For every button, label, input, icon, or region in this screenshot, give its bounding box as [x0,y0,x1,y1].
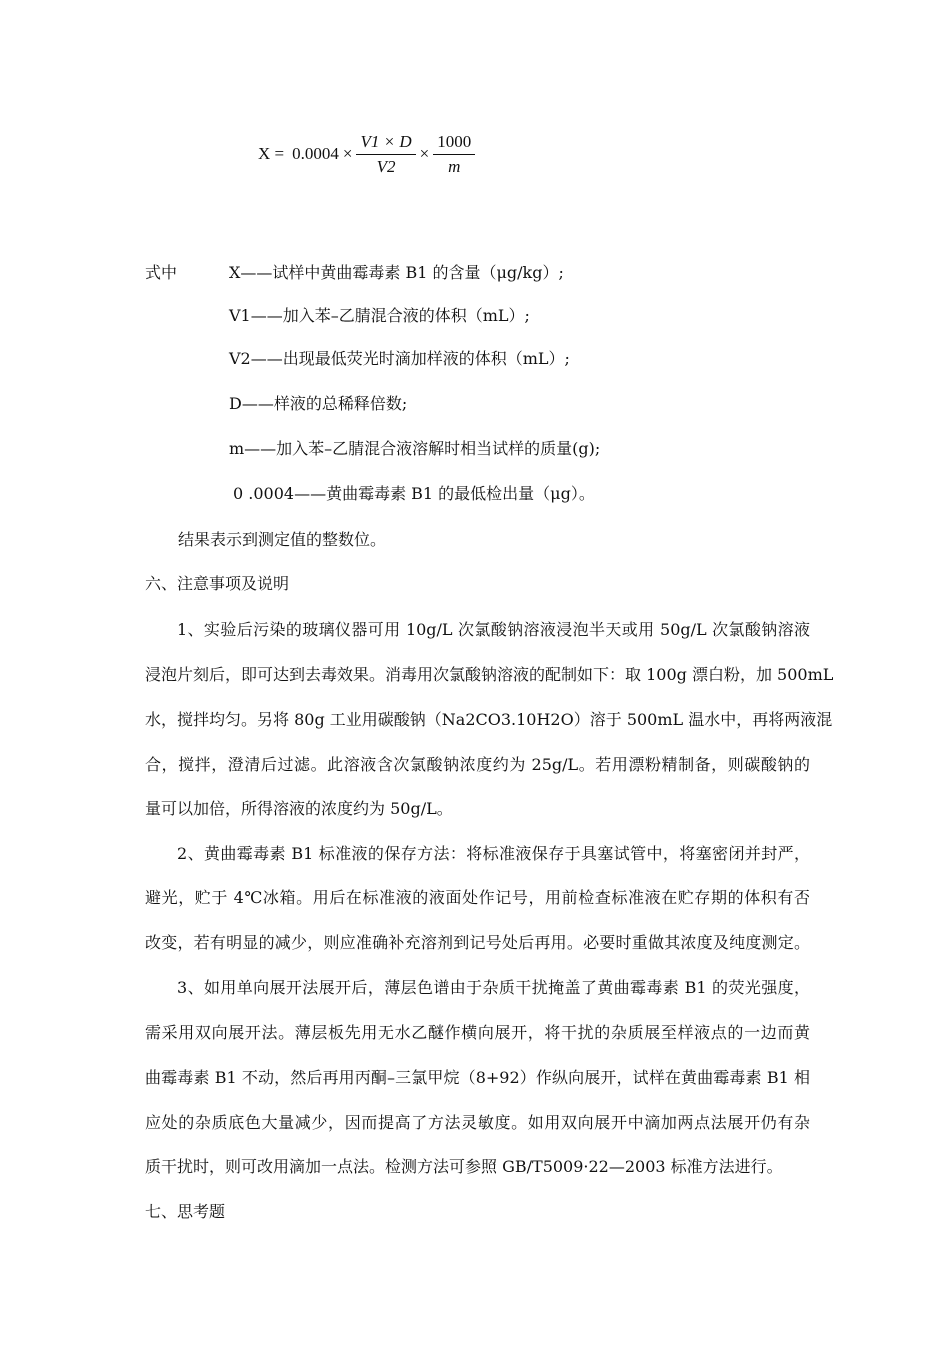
p3-line-4: 应处的杂质底色大量减少，因而提高了方法灵敏度。如用双向展开中滴加两点法展开仍有杂 [145,1113,810,1132]
formula-coefficient: 0.0004 [292,144,339,163]
p1-line-3: 水，搅拌均匀。另将 80g 工业用碳酸钠（Na2CO3.10H2O）溶于 500mL 温水中，再将两液混 [145,710,833,729]
p2-line-2: 避光，贮于 4℃冰箱。用后在标准液的液面处作记号，用前检查标准液在贮存期的体积有否 [145,888,810,907]
fraction-2-numerator: 1000 [433,132,475,155]
p1-line-5: 量可以加倍，所得溶液的浓度约为 50g/L。 [145,799,453,818]
section-7-title: 七、思考题 [145,1202,226,1221]
p1-line-2: 浸泡片刻后，即可达到去毒效果。消毒用次氯酸钠溶液的配制如下：取 100g 漂白粉，加 500mL [145,665,834,684]
p2-line-1: 2、黄曲霉毒素 B1 标准液的保存方法：将标准液保存于具塞试管中，将塞密闭并封严， [177,844,810,863]
p3-line-5: 质干扰时，则可改用滴加一点法。检测方法可参照 GB/T5009·22—2003 标准方法进行。 [145,1157,783,1176]
p1-line-1: 1、实验后污染的玻璃仪器可用 10g/L 次氯酸钠溶液浸泡半天或用 50g/L 次氯酸钠溶液 [177,620,810,639]
defs-label: 式中 [145,263,178,282]
formula-times-2: × [419,144,430,163]
def-v2: V2——出现最低荧光时滴加样液的体积（mL）; [229,349,570,368]
section-6-title: 六、注意事项及说明 [145,574,290,593]
p1-line-4: 合，搅拌，澄清后过滤。此溶液含次氯酸钠浓度约为 25g/L。若用漂粉精制备，则碳酸钠的 [145,755,810,774]
formula-times-1: × [342,144,353,163]
p2-line-3: 改变，若有明显的减少，则应准确补充溶剂到记号处后再用。必要时重做其浓度及纯度测定。 [145,933,810,952]
p3-line-1: 3、如用单向展开法展开后，薄层色谱由于杂质干扰掩盖了黄曲霉毒素 B1 的荧光强度， [177,978,810,997]
fraction-1-numerator: V1 × D [356,132,415,155]
formula-fraction-1 [356,132,415,177]
fraction-2-denominator: m [448,156,461,176]
fraction-1-denominator: V2 [376,156,396,176]
result-note: 结果表示到测定值的整数位。 [178,530,387,549]
formula-fraction-2 [433,132,475,177]
def-x: X——试样中黄曲霉毒素 B1 的含量（μg/kg）; [229,263,564,282]
def-d: D——样液的总稀释倍数; [229,394,408,413]
def-detection-limit: 0 .0004——黄曲霉毒素 B1 的最低检出量（μg）。 [233,484,595,503]
formula [258,124,477,184]
formula-lhs: X = [258,144,285,163]
def-m: m——加入苯–乙腈混合液溶解时相当试样的质量(g); [229,439,601,458]
p3-line-3: 曲霉毒素 B1 不动，然后再用丙酮–三氯甲烷（8+92）作纵向展开，试样在黄曲霉毒素 B1 相 [145,1068,810,1087]
p3-line-2: 需采用双向展开法。薄层板先用无水乙醚作横向展开，将干扰的杂质展至样液点的一边而黄 [145,1023,810,1042]
def-v1: V1——加入苯–乙腈混合液的体积（mL）; [229,306,530,325]
